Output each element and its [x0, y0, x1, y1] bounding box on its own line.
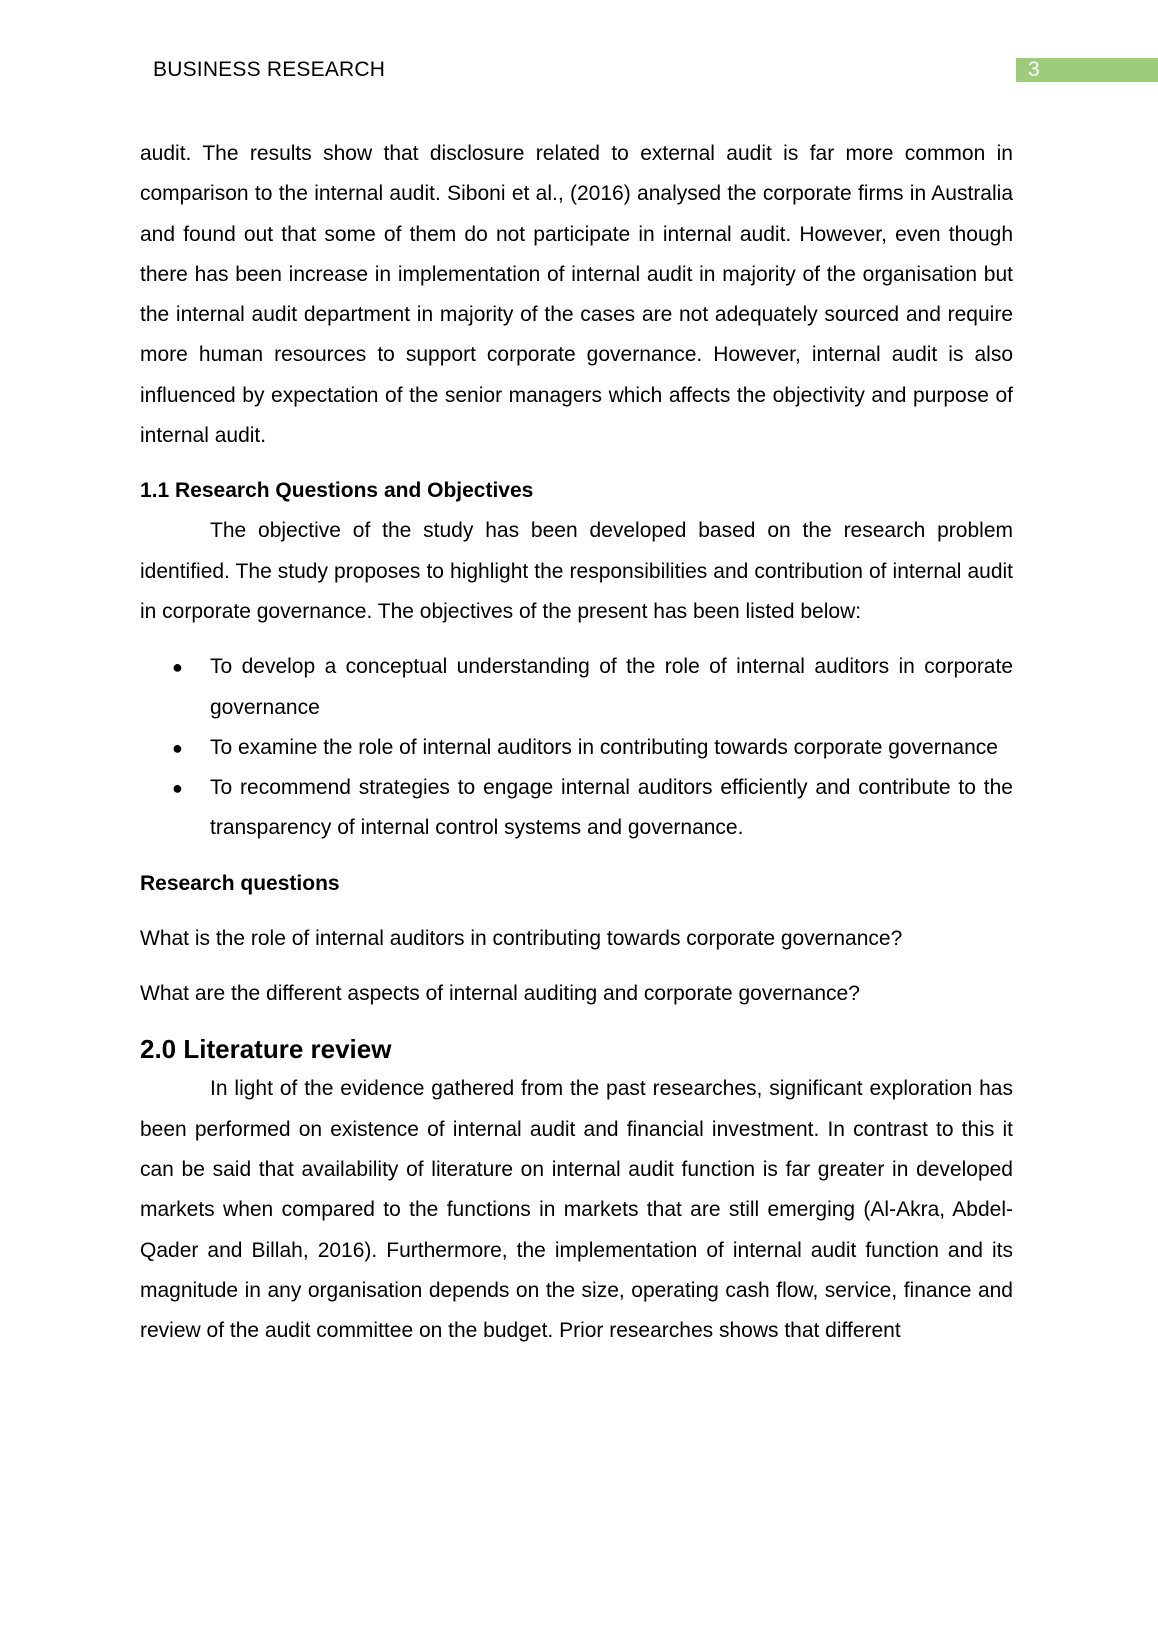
- research-question: What is the role of internal auditors in contributing towards corporate governance?: [140, 926, 903, 950]
- page-content: [140, 134, 1013, 1351]
- objective-text: To recommend strategies to engage internal auditors efficiently and contribute to the transparency of internal control systems and governance.: [210, 776, 1013, 840]
- list-item: [140, 728, 1013, 768]
- research-question: What are the different aspects of internal auditing and corporate governance?: [140, 982, 860, 1006]
- page-number-box: [1016, 58, 1158, 82]
- list-item: [140, 647, 1013, 728]
- running-header-title: BUSINESS RESEARCH: [153, 58, 386, 81]
- section-1-1-paragraph: The objective of the study has been developed based on the research problem identified. The study proposes to highlight the responsibilities and contribution of internal audit in corporate governance. The objectives of the present has been listed below:: [140, 519, 1013, 623]
- section-2-0-heading: 2.0 Literature review: [140, 1034, 392, 1065]
- intro-paragraph: audit. The results show that disclosure related to external audit is far more common in comparison to the internal audit. Siboni et al., (2016) analysed the corporate firms in Australia and found out that some of them do not participate in internal audit. However, even though there has been increase in implementation of internal audit in majority of the organisation but the internal audit department in majority of the cases are not adequately sourced and require more human resources to support corporate governance. However, internal audit is also influenced by expectation of the senior managers which affects the objectivity and purpose of internal audit.: [140, 142, 1013, 448]
- bullet-icon: ●: [172, 657, 183, 678]
- section-2-0-paragraph: In light of the evidence gathered from the past researches, significant exploration has been performed on existence of internal audit and financial investment. In contrast to this it can be said that availability of literature on internal audit function is far greater in developed markets when compared to the functions in markets that are still emerging (Al-Akra, Abdel-Qader and Billah, 2016). Furthermore, the implementation of internal audit function and its magnitude in any organisation depends on the size, operating cash flow, service, finance and review of the audit committee on the budget. Prior researches shows that different: [140, 1077, 1013, 1343]
- research-questions-heading: Research questions: [140, 871, 340, 895]
- section-1-1-heading: 1.1 Research Questions and Objectives: [140, 479, 534, 503]
- list-item: [140, 768, 1013, 849]
- page-number: 3: [1028, 58, 1040, 81]
- objective-text: To examine the role of internal auditors in contributing towards corporate governance: [210, 735, 998, 759]
- bullet-icon: ●: [172, 778, 183, 799]
- bullet-icon: ●: [172, 737, 183, 758]
- objective-text: To develop a conceptual understanding of the role of internal auditors in corporate governance: [210, 655, 1013, 719]
- objectives-list: [140, 647, 1013, 848]
